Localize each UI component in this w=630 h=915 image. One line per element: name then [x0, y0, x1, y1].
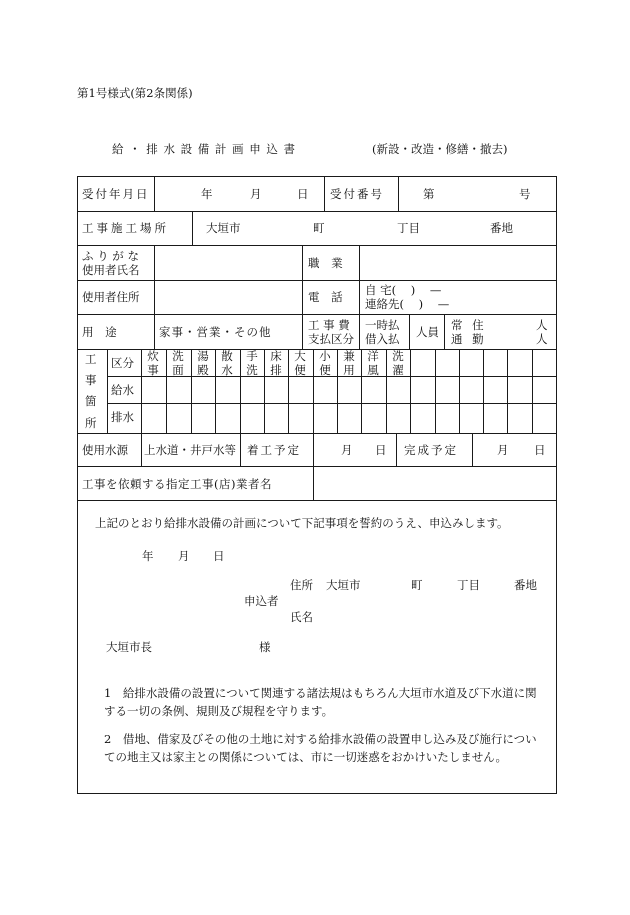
use-options: 家事・営業・その他	[159, 325, 272, 339]
category-label: 区分	[111, 356, 134, 370]
persons-label: 人員	[416, 325, 439, 339]
work-site-label: 工事施工場所	[82, 221, 169, 235]
pledge-item-1: 1 給排水設備の設置について関連する諸法規はもちろん大垣市水道及び下水道に関する一切の条例、規則及び規程を守ります。	[104, 686, 537, 718]
receipt-dai-label: 第	[423, 187, 435, 201]
applicant-address-label: 住所	[290, 578, 313, 592]
fixture-header: 手 洗	[246, 349, 258, 377]
form-number: 第1号様式(第2条関係)	[77, 86, 193, 100]
resident-label: 常 住	[451, 318, 487, 332]
receipt-go-label: 号	[519, 187, 531, 201]
applicant-address-town: 町	[411, 578, 423, 592]
received-date-label: 受付年月日	[82, 187, 150, 201]
fixture-side-1: 工	[85, 352, 97, 366]
complete-label: 完成予定	[404, 443, 458, 457]
phone-home: 自 宅( ) —	[365, 283, 442, 297]
fixture-header: 床 排	[270, 349, 282, 377]
applicant-address-chome: 丁目	[457, 578, 480, 592]
complete-month-label: 月	[497, 443, 509, 457]
fee-label-2: 支払区分	[308, 332, 354, 346]
water-source-value: 上水道・井戸水等	[144, 443, 236, 457]
use-label: 用 途	[82, 325, 121, 339]
fixture-header: 洗 面	[172, 349, 184, 377]
fixture-header: 湯 殿	[197, 349, 209, 377]
commuter-unit: 人	[536, 332, 548, 346]
fixture-header: 兼 用	[343, 349, 355, 377]
site-town-label: 町	[313, 221, 325, 235]
applicant-name-label: 氏名	[290, 610, 313, 624]
start-day-label: 日	[375, 443, 387, 457]
start-month-label: 月	[341, 443, 353, 457]
payment-loan: 借入払	[365, 332, 400, 346]
pledge-day-label: 日	[213, 549, 225, 563]
pledge-item-2: 2 借地、借家及びその他の土地に対する給排水設備の設置申し込み及び施行についての地主又は家主との関係については、市に一切迷惑をおかけいたしません。	[104, 732, 537, 764]
fixture-header: 洋 風	[367, 349, 379, 377]
date-month-label: 月	[250, 187, 262, 201]
fixture-header: 洗 濯	[392, 349, 404, 377]
user-name-label: 使用者氏名	[82, 263, 140, 277]
fixture-side-2: 事	[85, 373, 97, 387]
applicant-address-city: 大垣市	[326, 578, 361, 592]
phone-contact: 連絡先( ) —	[365, 297, 450, 311]
occupation-label: 職 業	[308, 256, 347, 270]
furigana-label: ふ り が な	[82, 249, 139, 263]
applicant-address-banchi: 番地	[514, 578, 537, 592]
drain-label: 排水	[111, 410, 134, 424]
commuter-label: 通 勤	[451, 332, 487, 346]
fixture-header: 散 水	[221, 349, 233, 377]
date-year-label: 年	[201, 187, 213, 201]
supply-label: 給水	[111, 383, 134, 397]
contractor-label: 工事を依頼する指定工事(店)業者名	[82, 477, 272, 491]
pledge-month-label: 月	[178, 549, 190, 563]
phone-label: 電 話	[308, 290, 347, 304]
pledge-year-label: 年	[142, 549, 154, 563]
complete-day-label: 日	[534, 443, 546, 457]
applicant-label: 申込者	[244, 594, 279, 608]
site-banchi-label: 番地	[490, 221, 513, 235]
site-city: 大垣市	[206, 221, 241, 235]
fixture-header: 炊 事	[147, 349, 159, 377]
user-address-label: 使用者住所	[82, 290, 140, 304]
site-chome-label: 丁目	[397, 221, 420, 235]
form-title-options: (新設・改造・修繕・撤去)	[372, 142, 508, 156]
pledge-statement: 上記のとおり給排水設備の計画について下記事項を誓約のうえ、申込みします。	[95, 516, 509, 530]
date-day-label: 日	[297, 187, 309, 201]
fixture-header: 小 便	[319, 349, 331, 377]
fixture-side-4: 所	[85, 416, 97, 430]
receipt-number-label: 受付番号	[330, 187, 384, 201]
water-source-label: 使用水源	[82, 443, 128, 457]
payment-lump-sum: 一時払	[365, 318, 400, 332]
fee-label-1: 工 事 費	[308, 318, 350, 332]
fixture-side-3: 箇	[85, 394, 97, 408]
fixture-header: 大 便	[294, 349, 306, 377]
addressee-mayor: 大垣市長	[106, 640, 152, 654]
resident-unit: 人	[536, 318, 548, 332]
start-label: 着工予定	[247, 443, 301, 457]
addressee-sama: 様	[259, 640, 271, 654]
form-title: 給 ・ 排 水 設 備 計 画 申 込 書	[112, 142, 297, 156]
